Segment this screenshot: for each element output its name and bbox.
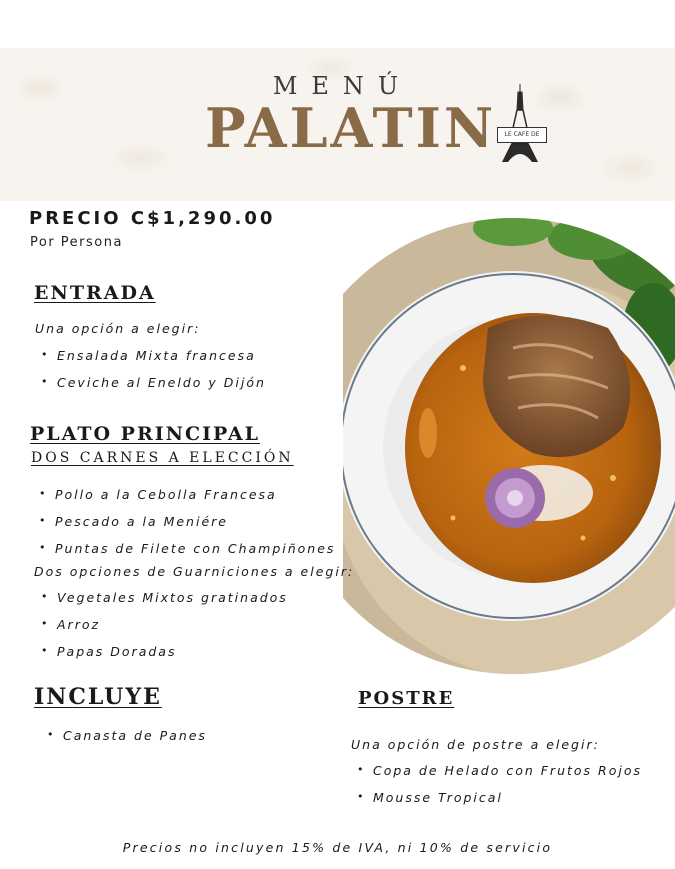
plato-principal-title: PLATO PRINCIPAL (30, 423, 261, 445)
dish-photo (343, 218, 675, 678)
plato-item: • Puntas de Filete con Champiñones (55, 541, 335, 556)
garnicion-item: • Arroz (57, 617, 100, 632)
garnicion-item: • Vegetales Mixtos gratinados (57, 590, 288, 605)
menu-heading: MENÚ (272, 72, 413, 100)
logo-label: LE CAFE DE PARIS (497, 127, 547, 143)
postre-instruction: Una opción de postre a elegir: (351, 737, 600, 752)
footer-note: Precios no incluyen 15% de IVA, ni 10% de servicio (122, 840, 553, 855)
plato-principal-subtitle: DOS CARNES A ELECCIÓN (31, 450, 294, 466)
incluye-title: INCLUYE (34, 684, 162, 710)
entrada-title: ENTRADA (34, 282, 156, 304)
entrada-instruction: Una opción a elegir: (35, 321, 201, 336)
garnicion-item: • Papas Doradas (57, 644, 176, 659)
postre-item: • Mousse Tropical (373, 790, 503, 805)
incluye-item: • Canasta de Panes (63, 728, 207, 743)
entrada-item: • Ceviche al Eneldo y Dijón (57, 375, 266, 390)
postre-item: • Copa de Helado con Frutos Rojos (373, 763, 642, 778)
plato-item: • Pollo a la Cebolla Francesa (55, 487, 277, 502)
per-person-label: Por Persona (30, 235, 123, 250)
garniciones-instruction: Dos opciones de Guarniciones a elegir: (34, 564, 355, 579)
brand-name: PALATIN (205, 96, 497, 160)
plato-item: • Pescado a la Meniére (55, 514, 228, 529)
entrada-item: • Ensalada Mixta francesa (57, 348, 256, 363)
price-label: PRECIO C$1,290.00 (29, 208, 276, 229)
postre-title: POSTRE (358, 688, 455, 709)
